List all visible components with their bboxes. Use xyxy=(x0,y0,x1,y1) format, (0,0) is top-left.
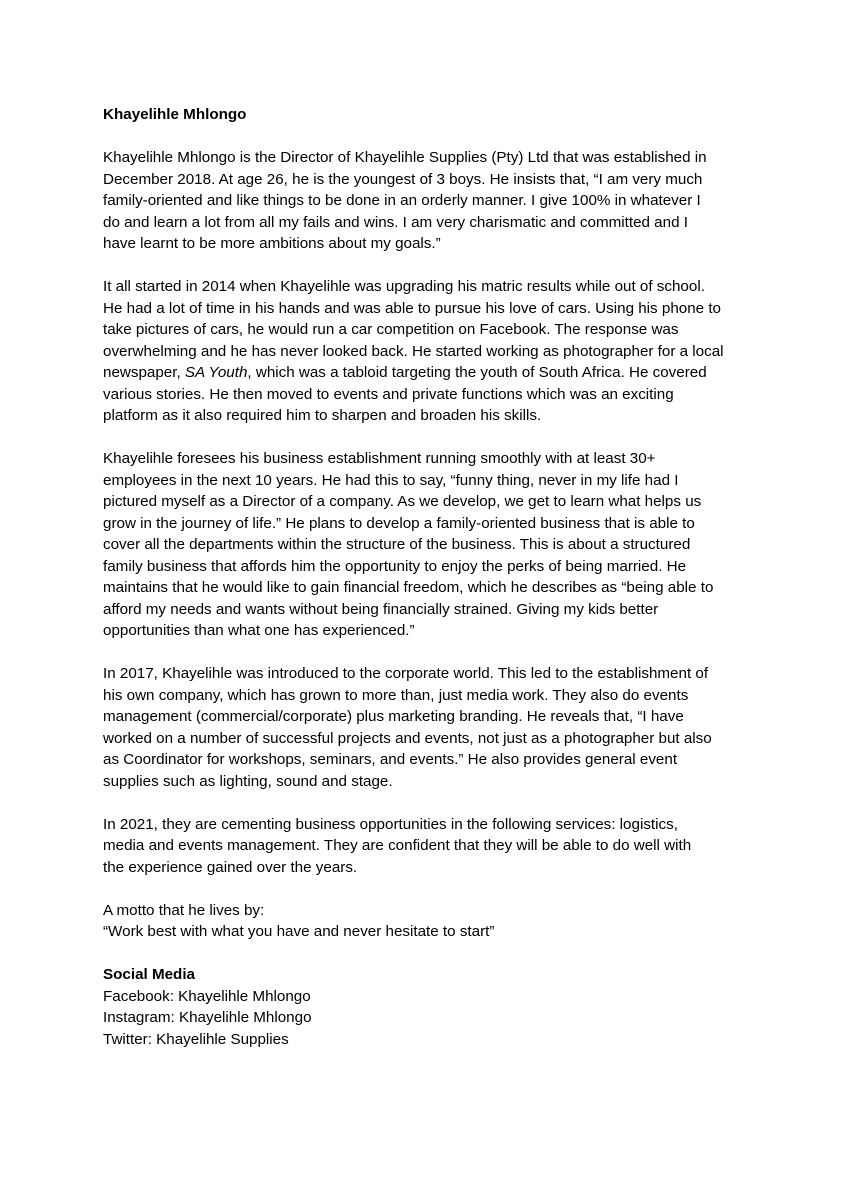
text-fragment: , which was a tabloid targeting the youth of South Africa. He covered xyxy=(247,364,707,381)
text-line: pictured myself as a Director of a company. As we develop, we get to learn what helps us xyxy=(103,493,702,510)
text-line: the experience gained over the years. xyxy=(103,858,358,876)
text-line: overwhelming and he has never looked back. He started working as photographer for a local xyxy=(103,342,724,360)
text-line: He had a lot of time in his hands and was able to pursue his love of cars. Using his phone to xyxy=(103,299,721,317)
social-media-section xyxy=(103,964,763,1050)
text-line: cover all the departments within the structure of the business. This is about a structured xyxy=(103,536,691,553)
document-page xyxy=(103,104,763,1072)
text-line: opportunities than what one has experienced.” xyxy=(103,622,415,639)
document-title: Khayelihle Mhlongo xyxy=(103,106,247,123)
text-line: afford my needs and wants without being financially strained. Giving my kids better xyxy=(103,600,659,618)
text-line: worked on a number of successful projects and events, not just as a photographer but also xyxy=(103,729,712,747)
text-line: media and events management. They are confident that they will be able to do well with xyxy=(103,837,692,854)
text-line: maintains that he would like to gain financial freedom, which he describes as “being able to xyxy=(103,579,714,596)
facebook-line: Facebook: Khayelihle Mhlongo xyxy=(103,987,311,1005)
motto-quote: “Work best with what you have and never hesitate to start” xyxy=(103,923,495,940)
text-line: supplies such as lighting, sound and stage. xyxy=(103,772,393,790)
text-line: In 2017, Khayelihle was introduced to the corporate world. This led to the establishment of xyxy=(103,665,709,682)
text-line: In 2021, they are cementing business opportunities in the following services: logistics, xyxy=(103,815,678,833)
text-line: grow in the journey of life.” He plans to develop a family-oriented business that is able to xyxy=(103,514,695,532)
motto-section xyxy=(103,900,763,943)
text-line: his own company, which has grown to more than, just media work. They also do events xyxy=(103,686,689,704)
text-line: Khayelihle Mhlongo is the Director of Khayelihle Supplies (Pty) Ltd that was established in xyxy=(103,149,707,166)
paragraph-vision xyxy=(103,448,763,642)
paragraph-2021 xyxy=(103,814,763,879)
text-line-newspaper xyxy=(103,362,763,384)
text-line: have learnt to be more ambitions about my goals.” xyxy=(103,235,441,252)
text-line: take pictures of cars, he would run a car competition on Facebook. The response was xyxy=(103,321,679,338)
text-line: December 2018. At age 26, he is the youngest of 3 boys. He insists that, “I am very much xyxy=(103,170,703,188)
text-line: do and learn a lot from all my fails and wins. I am very charismatic and committed and I xyxy=(103,213,688,231)
instagram-line: Instagram: Khayelihle Mhlongo xyxy=(103,1009,312,1026)
social-media-heading: Social Media xyxy=(103,966,196,983)
text-line: family business that affords him the opportunity to enjoy the perks of being married. He xyxy=(103,557,687,575)
text-line: various stories. He then moved to events and private functions which was an exciting xyxy=(103,385,674,403)
text-line: Khayelihle foresees his business establishment running smoothly with at least 30+ xyxy=(103,450,656,467)
twitter-line: Twitter: Khayelihle Supplies xyxy=(103,1030,289,1048)
text-fragment: newspaper, xyxy=(103,364,185,381)
text-line: family-oriented and like things to be done in an orderly manner. I give 100% in whatever I xyxy=(103,192,701,209)
text-line: management (commercial/corporate) plus marketing branding. He reveals that, “I have xyxy=(103,708,684,725)
text-line: platform as it also required him to sharpen and broaden his skills. xyxy=(103,407,542,424)
paragraph-origin xyxy=(103,276,763,427)
text-line: as Coordinator for workshops, seminars, and events.” He also provides general event xyxy=(103,751,678,768)
text-line: employees in the next 10 years. He had this to say, “funny thing, never in my life had I xyxy=(103,471,679,489)
paragraph-corporate xyxy=(103,663,763,792)
motto-intro: A motto that he lives by: xyxy=(103,901,265,919)
newspaper-name: SA Youth xyxy=(184,364,248,381)
paragraph-intro xyxy=(103,147,763,255)
text-line: It all started in 2014 when Khayelihle was upgrading his matric results while out of school. xyxy=(103,278,705,295)
